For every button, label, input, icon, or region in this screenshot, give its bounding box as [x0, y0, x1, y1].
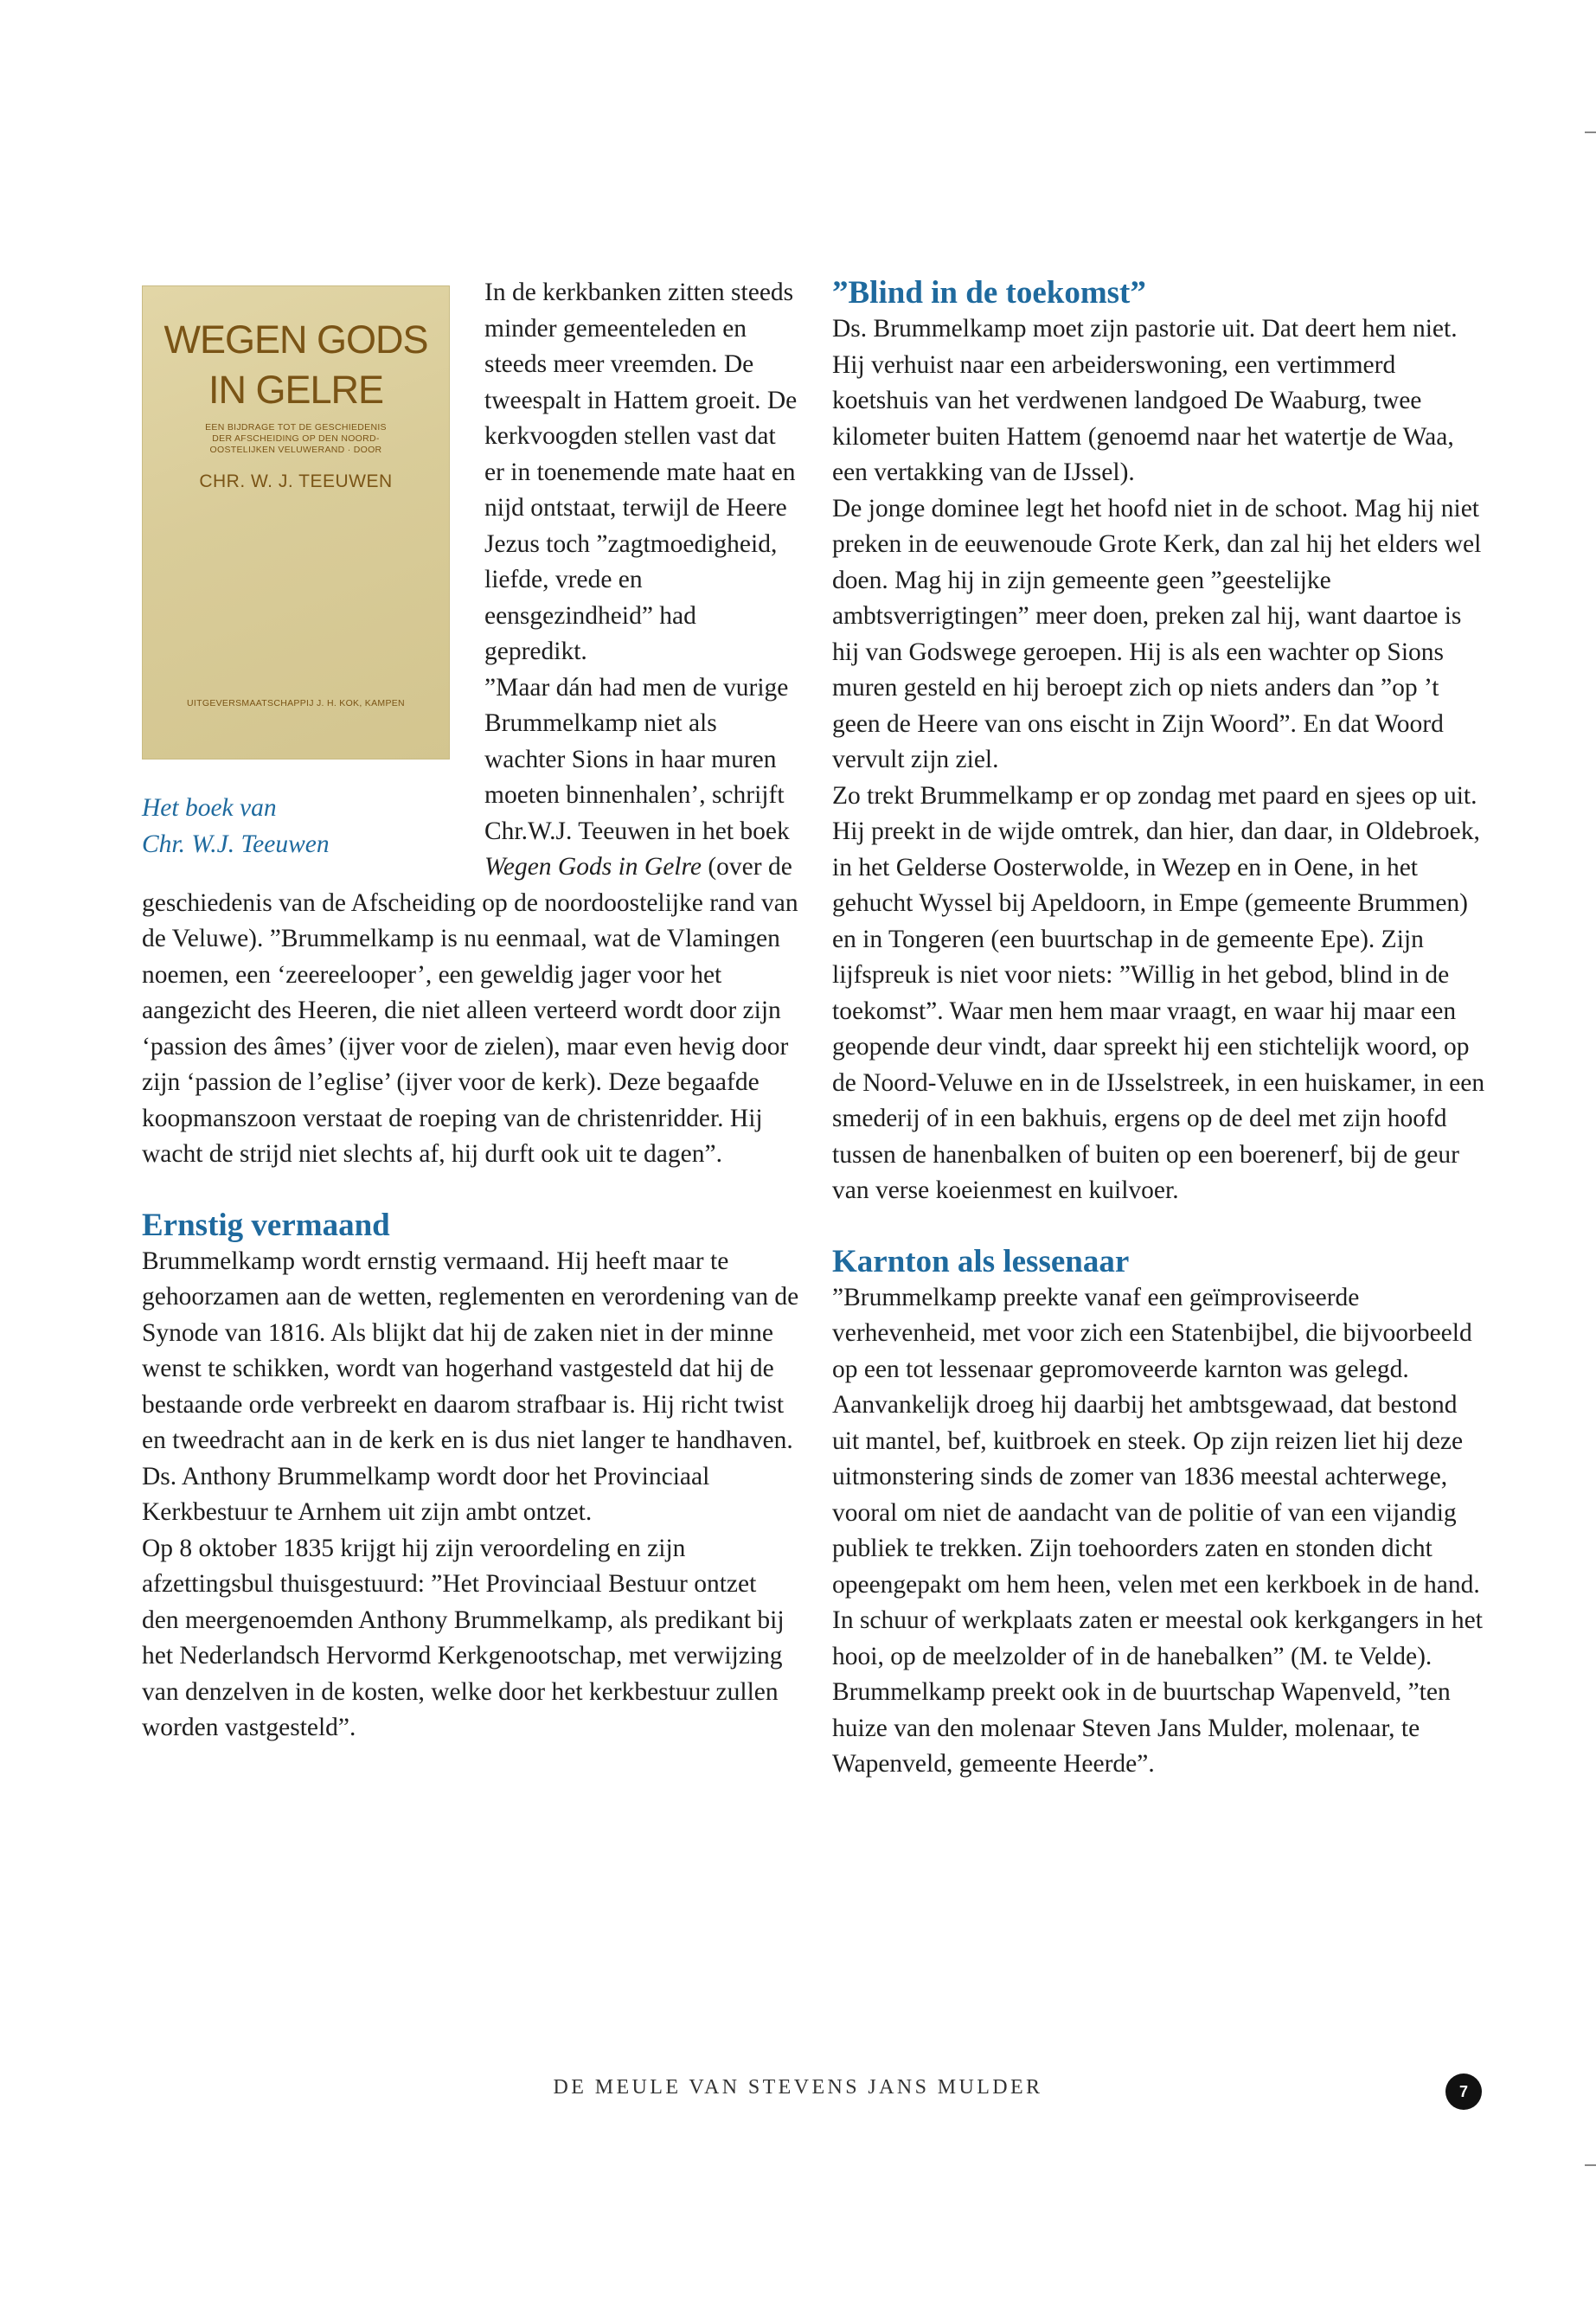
right-column	[832, 275, 1490, 1783]
left-column	[142, 275, 799, 1747]
section-heading-blind-in-de-toekomst: ”Blind in de toekomst”	[832, 275, 1146, 311]
book-subtitle-line: DER AFSCHEIDING OP DEN NOORD-	[212, 433, 380, 444]
figure-caption	[142, 791, 453, 862]
book-subtitle-line: OOSTELIJKEN VELUWERAND · DOOR	[209, 445, 382, 455]
body-paragraph: Zo trekt Brummelkamp er op zondag met paard en sjees op uit. Hij preekt in de wijde omtrek, dan hier, dan daar, in Oldebroek, in het Gelderse Oosterwolde, in Wezep en in Oene, in het gehucht Wyssel bij Apeldoorn, in Empe (gemeente Brummen) en in Tongeren (een buurtschap in de gemeente Epe). Zijn lijfspreuk is niet voor niets: ”Willig in het gebod, blind in de toekomst”. Waar men hem maar vraagt, en waar hij maar een geopende deur vindt, daar spreekt hij een stichtelijk woord, op de Noord-Veluwe en in de IJsselstreek, in een huiskamer, in een smederij of in een bakhuis, ergens op de deel met zijn hoofd tussen de hanenbalken of buiten op een boerenerf, bij de geur van verse koeienmest en kuilvoer.	[832, 781, 1485, 1204]
body-paragraph: Brummelkamp preekt ook in de buurtschap Wapenveld, ”ten huize van den molenaar Steven Jans Mulder, molenaar, te Wapenveld, gemeente Heerde”.	[832, 1678, 1451, 1778]
quote-text: (over de geschiedenis van de Afscheiding op de noordoostelijke rand van de Veluwe). ”Brummelkamp is nu eenmaal, wat de Vlamingen noemen, een ‘zeereelooper’, een geweldig jager voor het aangezicht des Heeren, die niet alleen verteerd wordt door zijn ‘passion des âmes’ (ijver voor de zielen), maar even hevig door zijn ‘passion de l’eglise’ (ijver voor de kerk). Deze begaafde koopmanszoon verstaat de roeping van de christenridder. Hij wacht de strijd niet slechts af, hij durft ook uit te dagen”.	[142, 853, 798, 1168]
book-cover-subtitle	[168, 422, 424, 456]
book-cover-image	[142, 285, 450, 760]
quote-text: ”Maar dán had men de vurige Brummelkamp niet als wachter Sions in haar muren moeten binnenhalen’, schrijft Chr.W.J. Teeuwen in het boek	[484, 673, 790, 845]
body-paragraph: De jonge dominee legt het hoofd niet in de schoot. Mag hij niet preken in de eeuwenoude Grote Kerk, dan zal hij het elders wel doen. Mag hij in zijn gemeente geen ”geestelijke ambtsverrigtingen” meer doen, preken zal hij, want daartoe is hij van Godswege geroepen. Hij is als een wachter op Sions muren gesteld en hij beroept zich op niets anders dan ”op ’t geen de Heere van ons eischt in Zijn Woord”. En dat Woord vervult zijn ziel.	[832, 494, 1482, 773]
crop-mark	[1585, 2164, 1596, 2166]
body-paragraph: Ds. Brummelkamp moet zijn pastorie uit. Dat deert hem niet. Hij verhuist naar een arbeiderswoning, een vertimmerd koetshuis van het verdwenen landgoed De Waaburg, twee kilometer buiten Hattem (genoemd naar het watertje de Waa, een vertakking van de IJssel).	[832, 315, 1458, 486]
book-title-reference: Wegen Gods in Gelre	[484, 853, 702, 881]
running-footer-title: DE MEULE VAN STEVENS JANS MULDER	[553, 2076, 1043, 2099]
book-title-line: WEGEN GODS	[163, 317, 428, 362]
book-figure	[142, 285, 453, 862]
section-heading-ernstig-vermaand: Ernstig vermaand	[142, 1207, 390, 1243]
body-paragraph: Brummelkamp wordt ernstig vermaand. Hij heeft maar te gehoorzamen aan de wetten, reglementen en verordening van de Synode van 1816. Als blijkt dat hij de zaken niet in der minne wenst te schikken, wordt van hogerhand vastgesteld dat hij de bestaande orde verbreekt en daarom strafbaar is. Hij richt twist en tweedracht aan in de kerk en is dus niet langer te handhaven. Ds. Anthony Brummelkamp wordt door het Provinciaal Kerkbestuur te Arnhem uit zijn ambt ontzet.	[142, 1247, 799, 1526]
book-cover-title	[142, 315, 450, 415]
section-heading-karnton-als-lessenaar: Karnton als lessenaar	[832, 1243, 1130, 1279]
book-cover-author: CHR. W. J. TEEUWEN	[199, 471, 393, 491]
book-subtitle-line: EEN BIJDRAGE TOT DE GESCHIEDENIS	[205, 422, 387, 433]
body-paragraph: Op 8 oktober 1835 krijgt hij zijn veroordeling en zijn afzettingsbul thuisgestuurd: ”Het Provinciaal Bestuur ontzet den meergenoemden Anthony Brummelkamp, als predikant bij het Nederlandsch Hervormd Kerkgenootschap, met verwijzing van denzelven in de kosten, welke door het kerkbestuur zullen worden vastgesteld”.	[142, 1534, 785, 1741]
body-paragraph: ”Brummelkamp preekte vanaf een geïmproviseerde verhevenheid, met voor zich een Statenbijbel, die bijvoorbeeld op een tot lessenaar gepromoveerde karnton was gelegd. Aanvankelijk droeg hij daarbij het ambtsgewaad, dat bestond uit mantel, bef, kuitbroek en steek. Op zijn reizen liet hij deze uitmonstering sinds de zomer van 1836 meestal achterwege, vooral om niet de aandacht van de politie of van een vijandig publiek te trekken. Zijn toehoorders zaten en stonden dicht opeengepakt om hem heen, velen met een kerkboek in de hand. In schuur of werkplaats zaten er meestal ook kerkgangers in het hooi, op de meelzolder of in de hanebalken” (M. te Velde).	[832, 1283, 1483, 1670]
book-cover-publisher: UITGEVERSMAATSCHAPPIJ J. H. KOK, KAMPEN	[187, 697, 405, 708]
caption-line: Chr. W.J. Teeuwen	[142, 830, 330, 858]
crop-mark	[1585, 131, 1596, 133]
caption-line: Het boek van	[142, 794, 277, 822]
page-number-badge: 7	[1445, 2073, 1482, 2110]
intro-paragraph: In de kerkbanken zitten steeds minder gemeenteleden en steeds meer vreemden. De tweespalt in Hattem groeit. De kerkvoogden stellen vast dat er in toenemende mate haat en nijd ontstaat, terwijl de Heere Jezus toch ”zagtmoedigheid, liefde, vrede en eensgezindheid” had gepredikt.	[484, 279, 798, 665]
book-title-line: IN GELRE	[208, 368, 384, 412]
